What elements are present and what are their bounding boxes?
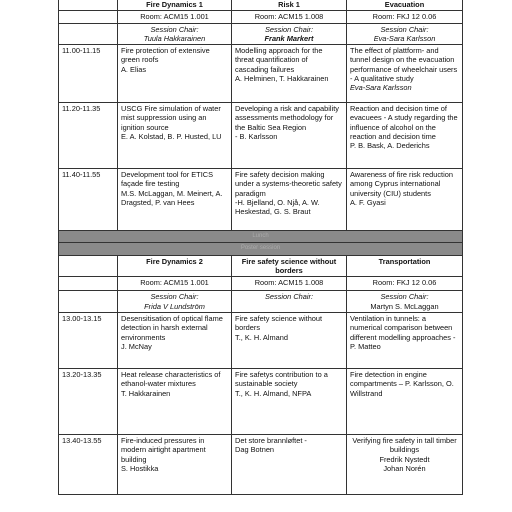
room-label: Room: ACM15 1.001 [118,277,232,291]
talk-authors: T., K. H. Almand, NFPA [235,388,312,398]
talk-cell [347,169,463,231]
talk-title: Desensitisation of optical flame detection in harsh external environments [121,313,223,342]
track-header: Transportation [347,255,463,277]
talk-authors: M.S. McLaggan, M. Meinert, A. Dragsted, P. van Hees [121,188,223,208]
talk-title: USCG Fire simulation of water mist suppression using an ignition source [121,104,221,132]
talk-cell [118,312,232,368]
talk-cell [118,434,232,494]
talk-authors: J. McNay [121,341,152,351]
talk-cell [232,312,347,368]
schedule-document [58,0,462,495]
session-chair-label: Session Chair: [264,292,314,302]
talk-title: Modelling approach for the threat quantification of cascading failures [235,46,323,74]
session-chair-cell [347,23,463,45]
break-label: Lunch [59,231,463,243]
talk-row [59,103,463,169]
talk-title: Ventilation in tunnels: a numerical comparison between different modelling approaches -P. Matteo [350,313,456,351]
talk-authors: P. B. Bask, A. Dederichs [350,141,430,151]
break-row [59,243,463,255]
talk-cell [118,169,232,231]
talk-authors: Dag Botnen [235,445,275,455]
time-slot: 13.00-13.15 [59,312,118,368]
block1-room-row [59,11,463,23]
room-label: Room: ACM15 1.008 [232,11,347,23]
track-header: Fire safety science without borders [232,255,347,277]
session-chair-label: Session Chair: [380,292,429,302]
talk-cell [118,45,232,103]
talk-cell [347,368,463,434]
talk-cell [232,169,347,231]
talk-title: Fire detection in engine compartments – P. Karlsson, O. Willstrand [350,369,454,398]
room-label: Room: ACM15 1.008 [232,277,347,291]
session-chair-label: Session Chair: [380,24,429,34]
room-label: Room: ACM15 1.001 [118,11,232,23]
talk-authors: -H. Bjelland, O. Njå, A. W. Heskestad, G. S. Braut [235,198,320,217]
schedule-table [58,0,463,495]
talk-title: Fire safetys contribution to a sustainable society [235,369,328,389]
talk-cell [232,368,347,434]
session-chair-cell [347,291,463,313]
break-label: Poster session [59,243,463,255]
talk-title: Developing a risk and capability assessments methodology for the Baltic Sea Region [235,104,339,132]
talk-cell [347,45,463,103]
talk-title: Heat release characteristics of ethanol-water mixtures [121,369,221,389]
talk-title: Fire protection of extensive green roofs [121,46,210,65]
session-chair-label: Session Chair: [150,24,199,34]
talk-row [59,368,463,434]
session-chair-cell [118,291,232,313]
block2-room-row [59,277,463,291]
talk-authors: E. A. Kolstad, B. P. Husted, LU [121,132,222,142]
talk-authors: A. Helminen, T. Hakkarainen [235,74,329,84]
track-header: Fire Dynamics 1 [118,0,232,11]
talk-authors: - B. Karlsson [235,132,278,142]
talk-authors: A. F. Gyasi [350,198,386,208]
talk-cell [232,103,347,169]
talk-title: Fire safety science without borders [235,313,323,333]
talk-cell [232,45,347,103]
time-slot: 13.20-13.35 [59,368,118,434]
talk-title: Fire safety decision making under a systems-theoretic safety paradigm [235,170,342,198]
talk-cell [347,312,463,368]
block1-track-row [59,0,463,11]
time-slot: 11.40-11.55 [59,169,118,231]
session-chair-cell [232,23,347,45]
talk-cell [232,434,347,494]
talk-cell [118,368,232,434]
talk-authors: Fredrik Nystedt Johan Norén [379,454,430,473]
track-header: Fire Dynamics 2 [118,255,232,277]
talk-cell [347,434,463,494]
session-chair-name: Eva-Sara Karlsson [373,33,436,43]
talk-cell [347,103,463,169]
talk-row [59,434,463,494]
talk-title: The effect of plattform- and tunnel design on the evacuation performance of wheelchair users - A qualitative study [350,46,458,84]
talk-cell [118,103,232,169]
talk-authors: A. Elias [121,64,147,74]
session-chair-name: Tuula Hakkarainen [143,33,206,43]
talk-authors: T. Hakkarainen [121,388,171,398]
talk-title: Development tool for ETICS façade fire testing [121,170,214,189]
session-chair-label: Session Chair: [264,24,314,34]
time-slot: 11.20-11.35 [59,103,118,169]
talk-title: Fire-induced pressures in modern airtight apartment building [121,435,206,464]
session-chair-name: Martyn S. McLaggan [370,301,439,311]
talk-authors: T., K. H. Almand [235,332,288,342]
time-column-header [59,0,118,11]
talk-title: Verifying fire safety in tall timber buildings [352,435,457,455]
talk-row [59,169,463,231]
session-chair-cell [118,23,232,45]
track-header: Evacuation [347,0,463,11]
talk-title: Reaction and decision time of evacuees - A study regarding the influence of alcohol on the reaction and decision time [350,104,458,142]
talk-title: Awareness of fire risk reduction among Cyprus international university (CIU) students [350,170,453,198]
time-slot: 11.00-11.15 [59,45,118,103]
block1-chair-row [59,23,463,45]
track-header: Risk 1 [232,0,347,11]
session-chair-label: Session Chair: [150,292,199,302]
talk-authors: Eva-Sara Karlsson [350,83,412,93]
time-slot: 13.40-13.55 [59,434,118,494]
block2-chair-row [59,291,463,313]
session-chair-cell [232,291,347,313]
session-chair-name: Frida V Lundström [144,301,205,311]
talk-authors: S. Hostikka [121,463,159,473]
block2-track-row [59,255,463,277]
talk-title: Det store brannløftet - [235,435,307,445]
session-chair-name: Frank Markert [264,33,314,43]
talk-row [59,45,463,103]
room-label: Room: FKJ 12 0.06 [347,11,463,23]
talk-row [59,312,463,368]
room-label: Room: FKJ 12 0.06 [347,277,463,291]
break-row [59,231,463,243]
